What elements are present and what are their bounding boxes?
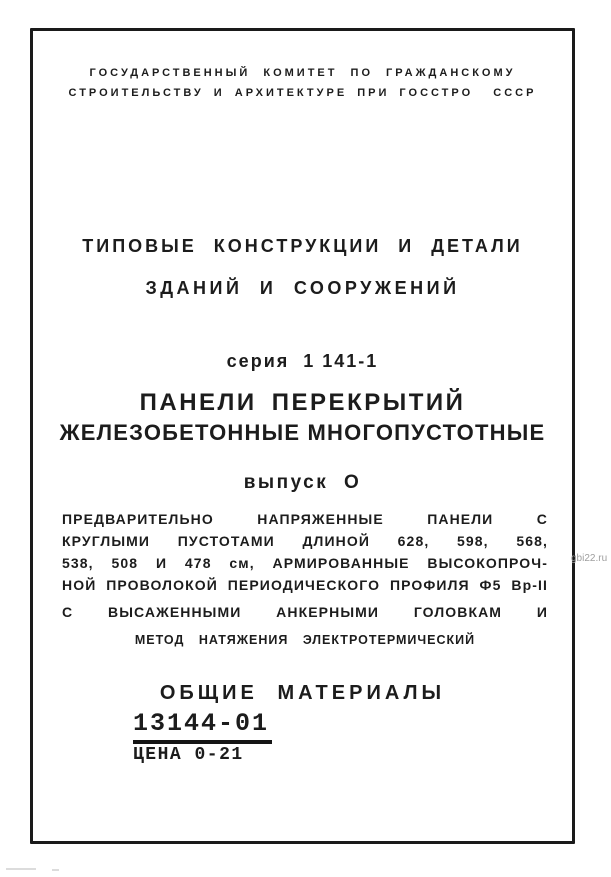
index-code: 13144-01: [133, 709, 272, 744]
issue-line: выпуск О: [243, 472, 362, 493]
org-header-line2: СТРОИТЕЛЬСТВУ И АРХИТЕКТУРЕ ПРИ ГОССТРО СССР: [68, 87, 537, 99]
index-stamp: [133, 709, 272, 765]
description-line: ПРЕДВАРИТЕЛЬНО НАПРЯЖЕННЫЕ ПАНЕЛИ С: [62, 511, 548, 527]
scan-artifact: [6, 868, 36, 870]
description-paragraph: [62, 508, 548, 650]
subject-line1: ПАНЕЛИ ПЕРЕКРЫТИЙ: [139, 389, 466, 416]
doc-type-title: [33, 236, 572, 299]
doc-type-line2: ЗДАНИЙ И СООРУЖЕНИЙ: [145, 278, 460, 298]
org-header: [33, 67, 572, 99]
description-line: МЕТОД НАТЯЖЕНИЯ ЭЛЕКТРОТЕРМИЧЕСКИЙ: [134, 633, 476, 647]
document-frame: [30, 28, 575, 844]
series-line: серия 1 141-1: [226, 351, 379, 371]
section-title: ОБЩИЕ МАТЕРИАЛЫ: [159, 682, 446, 704]
subject-line2: ЖЕЛЕЗОБЕТОННЫЕ МНОГОПУСТОТНЫЕ: [59, 420, 546, 445]
org-header-line1: ГОСУДАРСТВЕННЫЙ КОМИТЕТ ПО ГРАЖДАНСКОМУ: [89, 67, 516, 79]
doc-subject-title: [33, 389, 572, 446]
description-line: С ВЫСАЖЕННЫМИ АНКЕРНЫМИ ГОЛОВКАМ И: [62, 604, 548, 620]
price-line: ЦЕНА 0-21: [133, 745, 244, 765]
description-line: КРУГЛЫМИ ПУСТОТАМИ ДЛИНОЙ 628, 598, 568,: [62, 533, 548, 549]
doc-type-line1: ТИПОВЫЕ КОНСТРУКЦИИ И ДЕТАЛИ: [82, 236, 523, 256]
description-line: НОЙ ПРОВОЛОКОЙ ПЕРИОДИЧЕСКОГО ПРОФИЛЯ Ф5 Вр-II: [62, 577, 548, 593]
site-watermark: gbi22.ru: [571, 553, 608, 564]
description-line: 538, 508 И 478 см, АРМИРОВАННЫЕ ВЫСОКОПРОЧ-: [62, 555, 548, 571]
scan-artifact: [52, 869, 59, 871]
